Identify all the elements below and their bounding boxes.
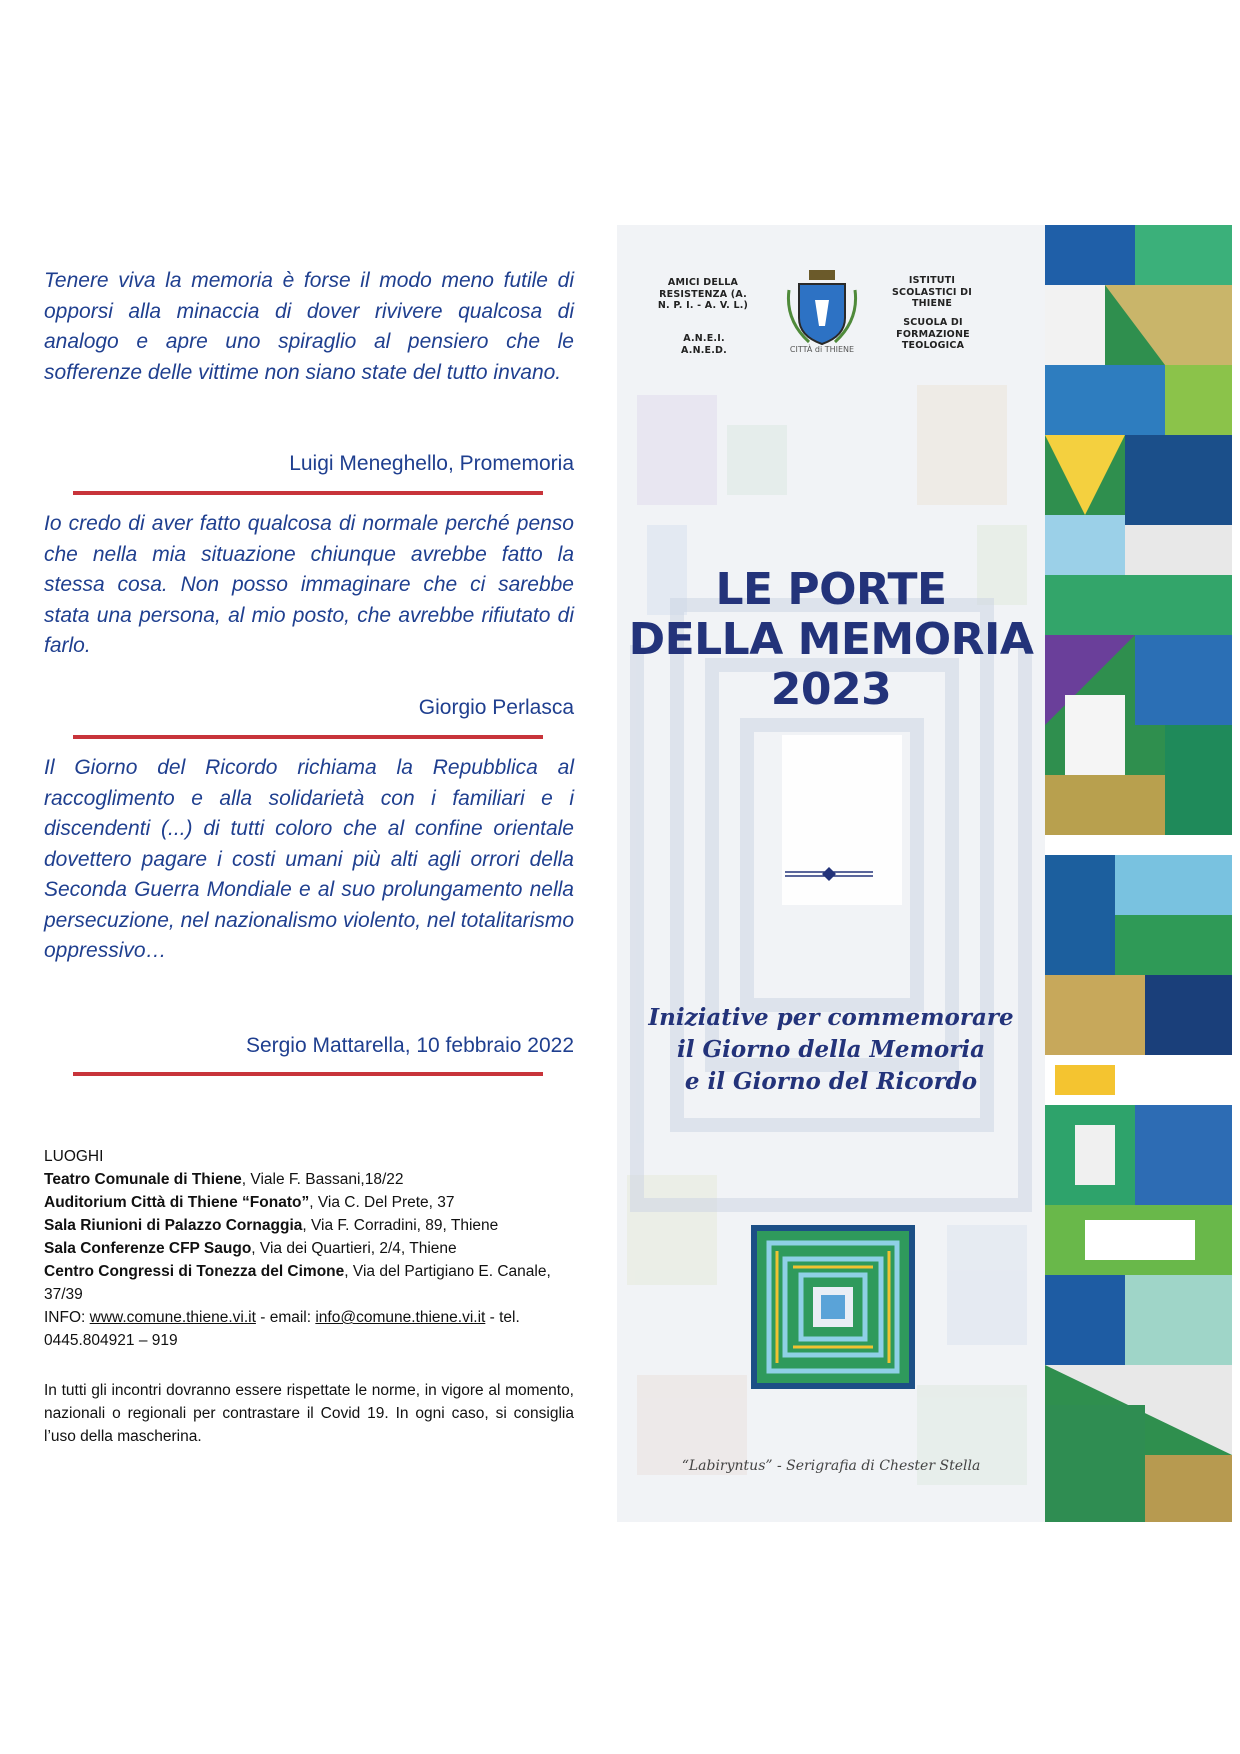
diamond-divider-icon (785, 866, 873, 882)
info-line: INFO: www.comune.thiene.vi.it - email: info@comune.thiene.vi.it - tel. 0445.804921 – 919 (44, 1309, 520, 1349)
city-crest-icon (785, 270, 859, 350)
logo-anei: A.N.E.I. A.N.E.D. (681, 333, 727, 356)
logo-istituti: ISTITUTI SCOLASTICI DI THIENE (892, 275, 972, 309)
place-item: Centro Congressi di Tonezza del Cimone, Via del Partigiano E. Canale, 37/39 (44, 1263, 551, 1303)
email-link[interactable]: info@comune.thiene.vi.it (315, 1309, 486, 1326)
place-item: Teatro Comunale di Thiene, Viale F. Bassani,18/22 (44, 1171, 404, 1188)
logo-scuola-teologica: SCUOLA DI FORMAZIONE TEOLOGICA (896, 317, 970, 351)
places-heading: LUOGHI (44, 1148, 104, 1165)
colorful-mosaic-strip (1045, 225, 1232, 1522)
quote-author-mattarella: Sergio Mattarella, 10 febbraio 2022 (245, 1034, 574, 1057)
labyrinth-artwork (751, 1225, 915, 1389)
quote-author-perlasca: Giorgio Perlasca (418, 696, 574, 719)
places-section (44, 1145, 574, 1352)
artwork-caption: “Labiryntus” - Serigrafia di Chester Stella (681, 1458, 981, 1474)
red-divider (73, 735, 543, 739)
cover-title: LE PORTE DELLA MEMORIA 2023 (628, 564, 1034, 715)
quote-author-meneghello: Luigi Meneghello, Promemoria (289, 452, 574, 475)
brochure-cover (617, 225, 1232, 1522)
quote-perlasca: Io credo di aver fatto qualcosa di normale perché penso che nella mia situazione chiunque avrebbe fatto la stessa cosa. Non posso immaginare che ci sarebbe stata una persona, al mio posto, che avrebbe rifiutato di farlo. (44, 512, 574, 657)
red-divider (73, 1072, 543, 1076)
covid-notice: In tutti gli incontri dovranno essere rispettate le norme, in vigore al momento, nazionali o regionali per contrastare il Covid 19. In ogni caso, si consiglia l’uso della mascherina. (44, 1382, 574, 1445)
cover-subtitle: Iniziative per commemorare il Giorno della Memoria e il Giorno del Ricordo (648, 1004, 1014, 1095)
place-item: Sala Riunioni di Palazzo Cornaggia, Via F. Corradini, 89, Thiene (44, 1217, 499, 1234)
place-item: Sala Conferenze CFP Saugo, Via dei Quartieri, 2/4, Thiene (44, 1240, 457, 1257)
place-item: Auditorium Città di Thiene “Fonato”, Via C. Del Prete, 37 (44, 1194, 455, 1211)
crest-label: CITTÀ di THIENE (789, 345, 855, 354)
quote-meneghello: Tenere viva la memoria è forse il modo meno futile di opporsi alla minaccia di dover rivivere qualcosa di analogo e apre uno spiraglio al pensiero che le sofferenze delle vittime non siano state del tutto invano. (44, 269, 574, 384)
quote-mattarella: Il Giorno del Ricordo richiama la Repubblica al raccoglimento e alla solidarietà con i familiari e i discendenti (...) di tutti coloro che al confine orientale dovettero pagare i costi umani più alti agli orrori della Seconda Guerra Mondiale e al suo prolungamento nella persecuzione, nel nazionalismo violento, nel totalitarismo oppressivo… (44, 756, 574, 962)
red-divider (73, 491, 543, 495)
website-link[interactable]: www.comune.thiene.vi.it (89, 1309, 256, 1326)
logo-anpi: AMICI DELLA RESISTENZA (A. N. P. I. - A. V. L.) (657, 277, 749, 311)
